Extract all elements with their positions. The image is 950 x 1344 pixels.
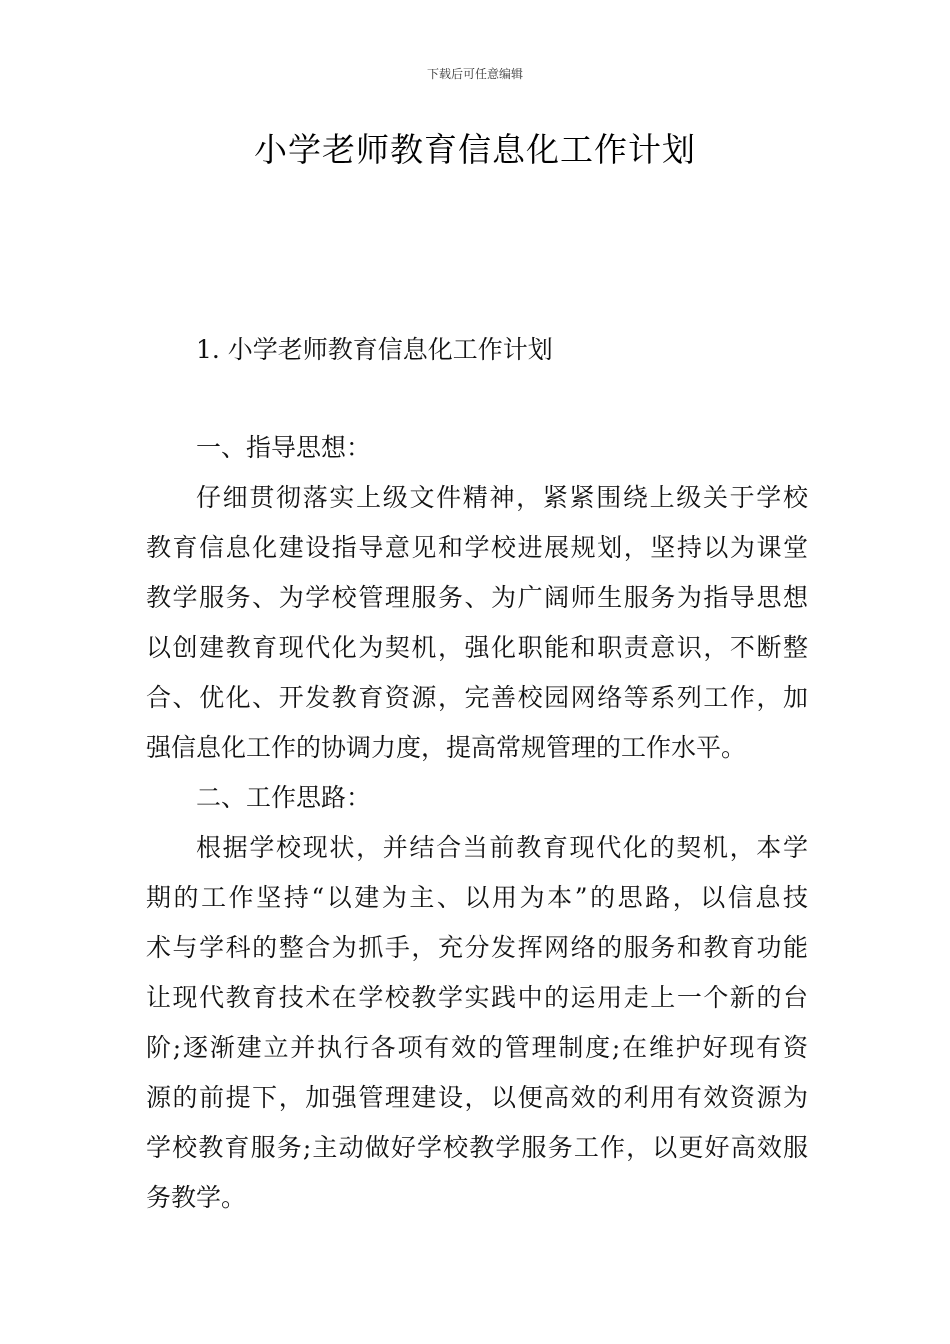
section-2-line-2: 期的工作坚持“以建为主、以用为本”的思路，以信息技 — [146, 883, 808, 912]
section-2-heading: 二、工作思路： — [196, 783, 372, 812]
section-1-line-2: 教育信息化建设指导意见和学校进展规划，坚持以为课堂 — [146, 533, 808, 562]
section-2-line-4: 让现代教育技术在学校教学实践中的运用走上一个新的台 — [146, 983, 808, 1012]
section-2-line-1: 根据学校现状，并结合当前教育现代化的契机，本学 — [196, 833, 808, 862]
header-note: 下载后可任意编辑 — [426, 67, 523, 81]
section-1-line-5: 合、优化、开发教育资源，完善校园网络等系列工作，加 — [146, 683, 808, 712]
section-1-line-3: 教学服务、为学校管理服务、为广阔师生服务为指导思想 — [146, 583, 808, 612]
section-1-line-4: 以创建教育现代化为契机，强化职能和职责意识，不断整 — [146, 633, 808, 662]
section-2-line-8: 务教学。 — [146, 1183, 247, 1212]
section-1-line-6: 强信息化工作的协调力度，提高常规管理的工作水平。 — [146, 733, 747, 762]
section-2-line-5: 阶;逐渐建立并执行各项有效的管理制度;在维护好现有资 — [146, 1033, 808, 1062]
subtitle-line: 1. 小学老师教育信息化工作计划 — [196, 335, 553, 364]
section-1-heading: 一、指导思想： — [196, 433, 372, 462]
section-2-line-3: 术与学科的整合为抓手，充分发挥网络的服务和教育功能 — [146, 933, 808, 962]
document-title: 小学老师教育信息化工作计划 — [254, 130, 696, 169]
section-2-line-7: 学校教育服务;主动做好学校教学服务工作，以更好高效服 — [146, 1133, 808, 1162]
section-1-line-1: 仔细贯彻落实上级文件精神，紧紧围绕上级关于学校 — [196, 483, 808, 512]
section-2-line-6: 源的前提下，加强管理建设，以便高效的利用有效资源为 — [146, 1083, 808, 1112]
